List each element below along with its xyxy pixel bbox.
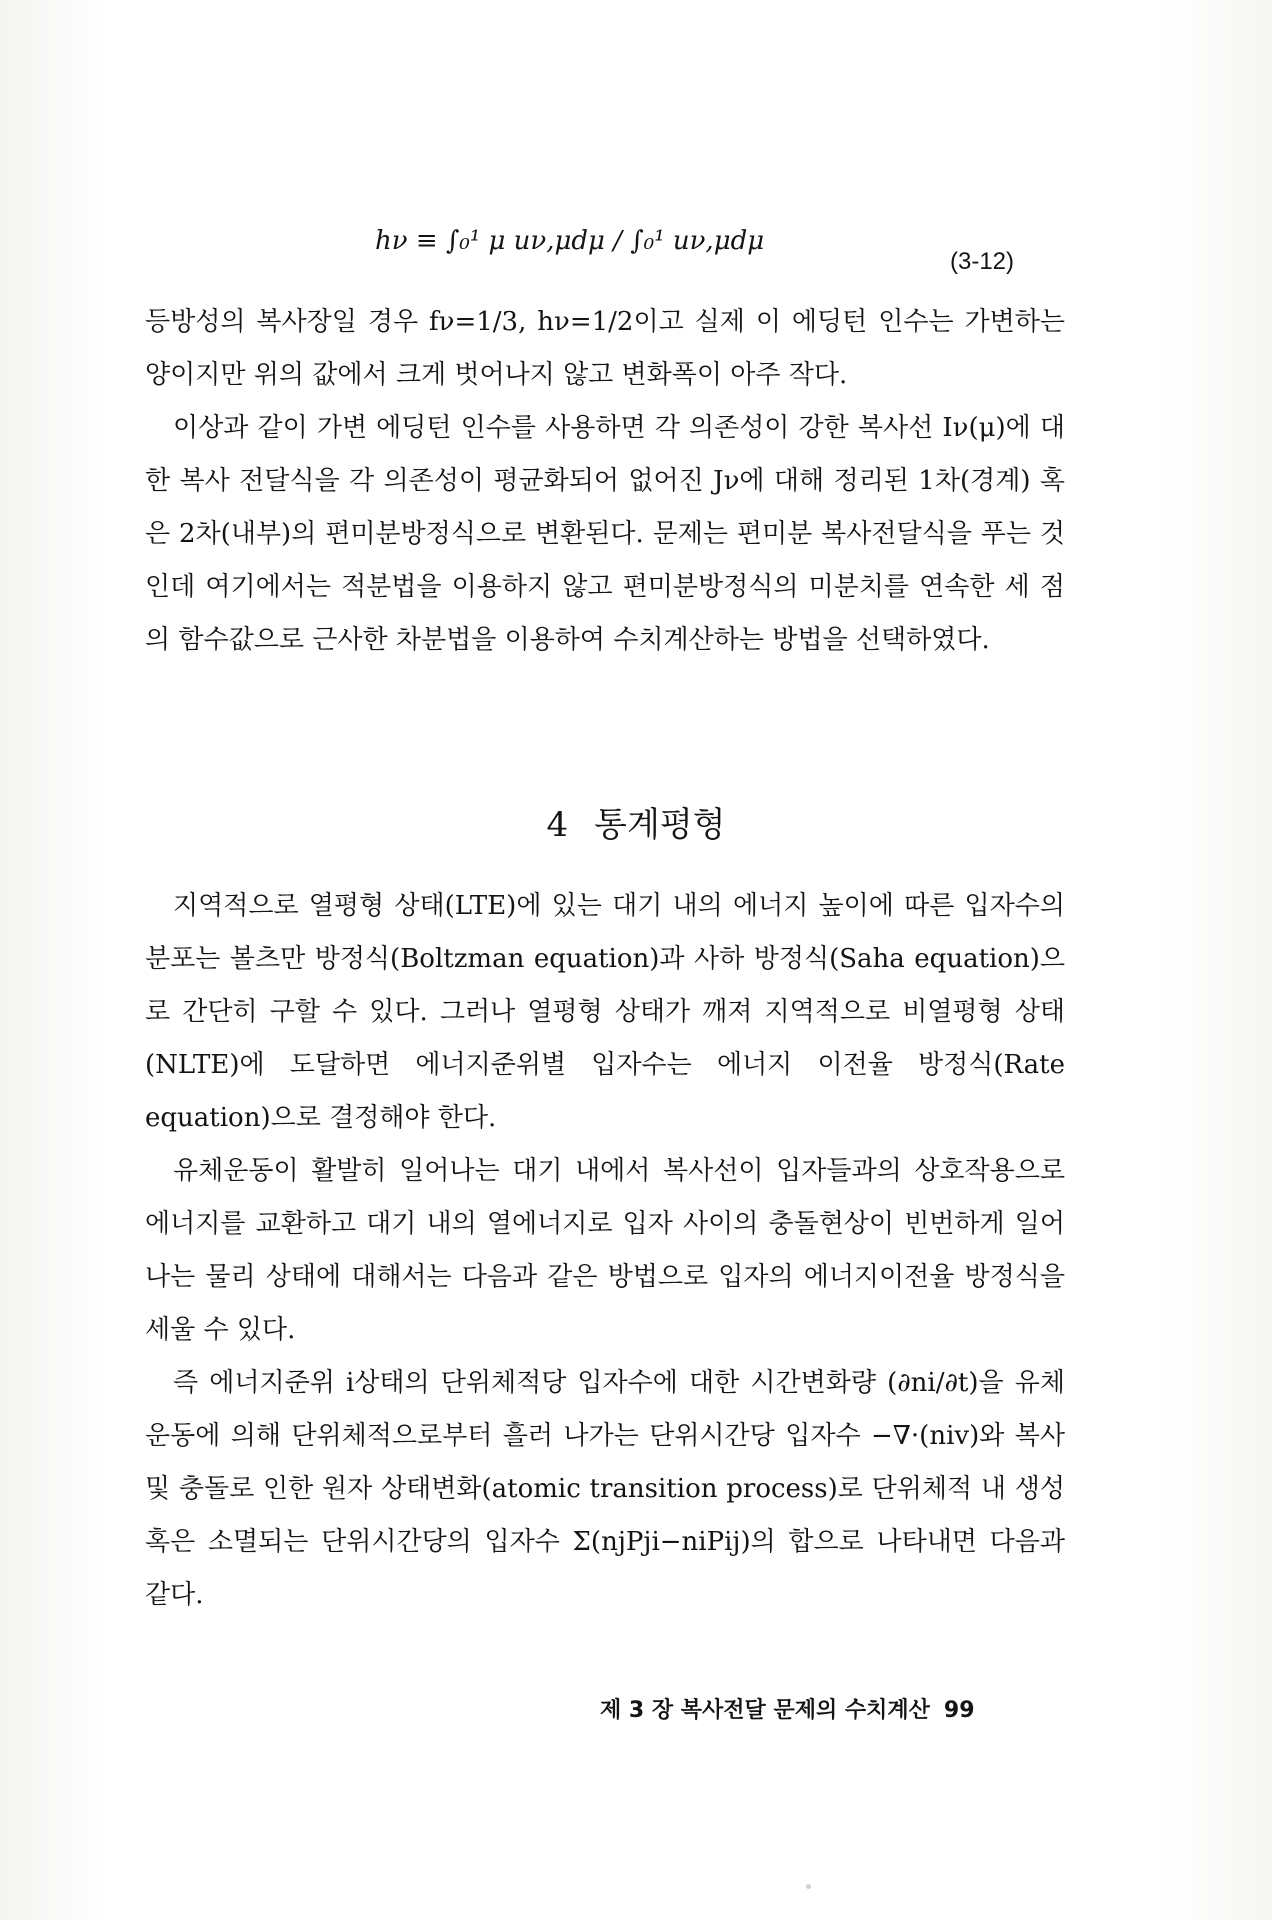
section-heading <box>0 797 1272 846</box>
page-number: 99 <box>943 1698 975 1723</box>
paragraph: 즉 에너지준위 i상태의 단위체적당 입자수에 대한 시간변화량 (∂ni/∂t)을 유체운동에 의해 단위체적으로부터 흘러 나가는 단위시간당 입자수 −∇·(niv)와 복사 및 충돌로 인한 원자 상태변화(atomic transition process)로 단위체적 내 생성 혹은 소멸되는 단위시간당의 입자수 Σ(njPji−niPij)의 합으로 나타내면 다음과 같다. <box>145 1368 1065 1610</box>
section-number: 4 <box>546 805 569 845</box>
paragraph: 이상과 같이 가변 에딩턴 인수를 사용하면 각 의존성이 강한 복사선 Iν(μ)에 대한 복사 전달식을 각 의존성이 평균화되어 없어진 Jν에 대해 정리된 1차(경계) 혹은 2차(내부)의 편미분방정식으로 변환된다. 문제는 편미분 복사전달식을 푸는 것인데 여기에서는 적분법을 이용하지 않고 편미분방정식의 미분치를 연속한 세 점의 함수값으로 근사한 차분법을 이용하여 수치계산하는 방법을 선택하였다. <box>145 413 1065 655</box>
chapter-title: 제 3 장 복사전달 문제의 수치계산 <box>600 1698 930 1723</box>
scan-speck <box>806 1884 811 1889</box>
running-footer <box>600 1693 975 1724</box>
body-text-upper <box>145 296 1065 667</box>
section-title: 통계평형 <box>594 805 726 845</box>
paragraph: 유체운동이 활발히 일어나는 대기 내에서 복사선이 입자들과의 상호작용으로 에너지를 교환하고 대기 내의 열에너지로 입자 사이의 충돌현상이 빈번하게 일어나는 물리 상태에 대해서는 다음과 같은 방법으로 입자의 에너지이전율 방정식을 세울 수 있다. <box>145 1156 1065 1345</box>
equation-body: hν ≡ ∫₀¹ μ uν,μdμ / ∫₀¹ uν,μdμ <box>375 226 765 256</box>
body-text-lower <box>145 880 1065 1622</box>
paragraph: 등방성의 복사장일 경우 fν=1/3, hν=1/2이고 실제 이 에딩턴 인수는 가변하는 양이지만 위의 값에서 크게 벗어나지 않고 변화폭이 아주 작다. <box>145 307 1065 390</box>
paragraph: 지역적으로 열평형 상태(LTE)에 있는 대기 내의 에너지 높이에 따른 입자수의 분포는 볼츠만 방정식(Boltzman equation)과 사하 방정식(Saha equation)으로 간단히 구할 수 있다. 그러나 열평형 상태가 깨져 지역적으로 비열평형 상태(NLTE)에 도달하면 에너지준위별 입자수는 에너지 이전율 방정식(Rate equation)으로 결정해야 한다. <box>145 891 1065 1133</box>
equation-3-12 <box>0 208 1272 298</box>
equation-number: (3-12) <box>950 248 1015 275</box>
